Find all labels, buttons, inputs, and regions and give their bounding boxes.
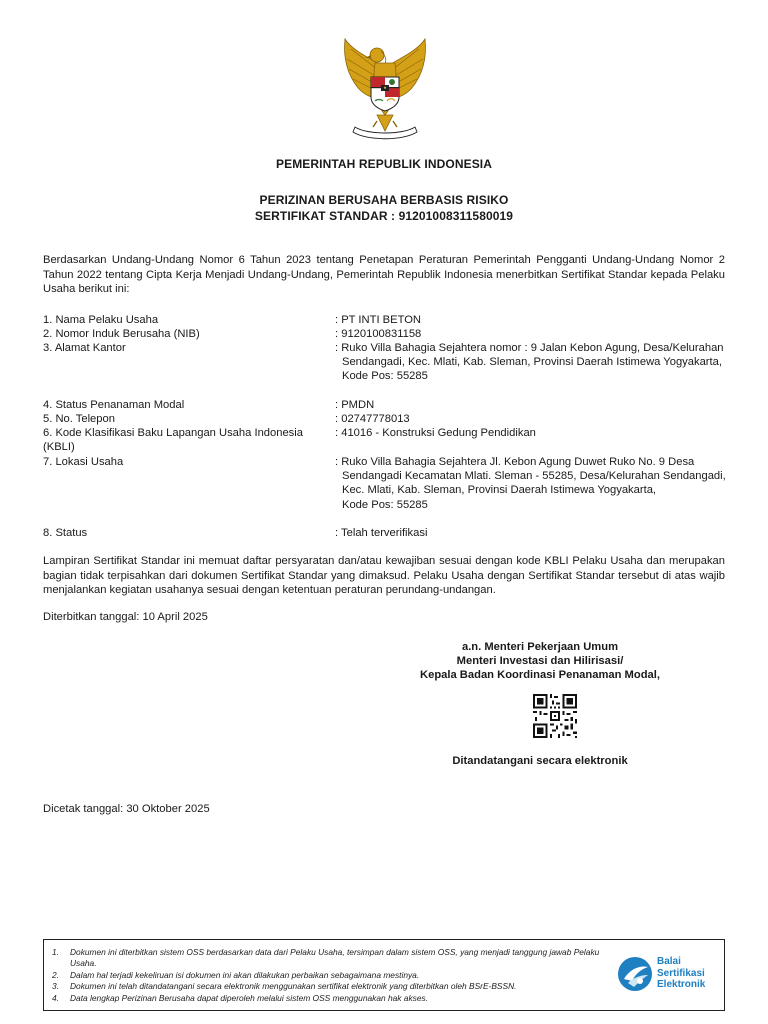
footer-note: 4. Data lengkap Perizinan Berusaha dapat diperoleh melalui sistem OSS menggunakan hak akses. [52, 992, 429, 1003]
footer-note: 2. Dalam hal terjadi kekeliruan isi dokumen ini akan dilakukan perbaikan sebagaimana mestinya. [52, 969, 420, 980]
field-label: 4. Status Penanaman Modal [43, 399, 185, 411]
permit-title: PERIZINAN BERUSAHA BERBASIS RISIKO [259, 193, 509, 207]
bsre-logo-text: Balai Sertifikasi Elektronik [657, 956, 706, 990]
government-title: PEMERINTAH REPUBLIK INDONESIA [275, 157, 493, 171]
intro-paragraph: Berdasarkan Undang-Undang Nomor 6 Tahun 2023 tentang Penetapan Peraturan Pemerintah Pengganti Undang-Undang Nomor 2 Tahun 2022 tentang Cipta Kerja Menjadi Undang-Undang, Pemerintah Republik Indonesia menerbitkan Sertifikat Standar kepada Pelaku Usaha berikut ini: [43, 254, 725, 296]
field-value: : 02747778013 [335, 413, 410, 425]
electronic-signature-note: Ditandatangani secara elektronik [452, 755, 628, 767]
signature-qr-code [533, 694, 577, 738]
field-value: : PMDN [335, 399, 375, 411]
signatory-line-3: Kepala Badan Koordinasi Penanaman Modal, [420, 669, 660, 681]
bsre-logo-icon [616, 955, 654, 993]
footer-notes-box [43, 939, 725, 1011]
field-label: 3. Alamat Kantor [43, 342, 126, 354]
postal-code: Kode Pos: 55285 [342, 370, 428, 383]
printed-date: Dicetak tanggal: 30 Oktober 2025 [43, 803, 210, 815]
footer-notes-list [52, 947, 612, 1004]
certificate-number: SERTIFIKAT STANDAR : 91201008311580019 [254, 209, 514, 223]
field-value: : Ruko Villa Bahagia Sejahtera nomor : 9 Jalan Kebon Agung, Desa/Kelurahan Sendangadi, Kec. Mlati, Kab. Sleman, Provinsi Daerah Istimewa Yogyakarta, Kode Pos: 55285 [335, 342, 724, 383]
field-label: 2. Nomor Induk Berusaha (NIB) [43, 328, 200, 340]
field-label: 6. Kode Klasifikasi Baku Lapangan Usaha Indonesia (KBLI) [43, 427, 303, 454]
signatory-line-2: Menteri Investasi dan Hilirisasi/ [456, 655, 624, 667]
issued-date: Diterbitkan tanggal: 10 April 2025 [43, 611, 208, 623]
field-value: : PT INTI BETON [335, 314, 421, 326]
field-label: 1. Nama Pelaku Usaha [43, 314, 159, 326]
field-value: : 9120100831158 [335, 328, 422, 340]
field-label: 5. No. Telepon [43, 413, 115, 425]
field-value: : Ruko Villa Bahagia Sejahtera Jl. Kebon Agung Duwet Ruko No. 9 Desa Sendangadi Kecamatan Mlati. Sleman - 55285, Desa/Kelurahan Sendangadi, Kec. Mlati, Kab. Sleman, Provinsi Daerah Istimewa Yogyakarta, Kode Pos: 55285 [335, 456, 726, 511]
bsre-logo [616, 953, 722, 997]
postal-code: Kode Pos: 55285 [342, 498, 428, 511]
field-value: : Telah terverifikasi [335, 527, 428, 539]
footer-note: 3. Dokumen ini telah ditandatangani secara elektronik menggunakan sertifikat elektronik yang diterbitkan oleh BSrE-BSSN. [52, 981, 517, 992]
footer-note: 1. Dokumen ini diterbitkan sistem OSS berdasarkan data dari Pelaku Usaha, tersimpan dalam sistem OSS, yang menjadi tanggung jawab Pelaku Usaha. [52, 947, 600, 969]
garuda-pancasila-emblem [337, 35, 433, 141]
field-label: 8. Status [43, 527, 88, 539]
signatory-line-1: a.n. Menteri Pekerjaan Umum [461, 641, 619, 653]
closing-paragraph: Lampiran Sertifikat Standar ini memuat daftar persyaratan dan/atau kewajiban sesuai dengan kode KBLI Pelaku Usaha dan merupakan bagian tidak terpisahkan dari dokumen Sertifikat Standar yang dimaksud. Pelaku Usaha dengan Sertifikat Standar tersebut di atas wajib menjalankan kegiatan usahanya sesuai dengan ketentuan peraturan perundang-undangan. [43, 555, 725, 597]
field-value: : 41016 - Konstruksi Gedung Pendidikan [335, 427, 536, 439]
field-label: 7. Lokasi Usaha [43, 456, 124, 468]
